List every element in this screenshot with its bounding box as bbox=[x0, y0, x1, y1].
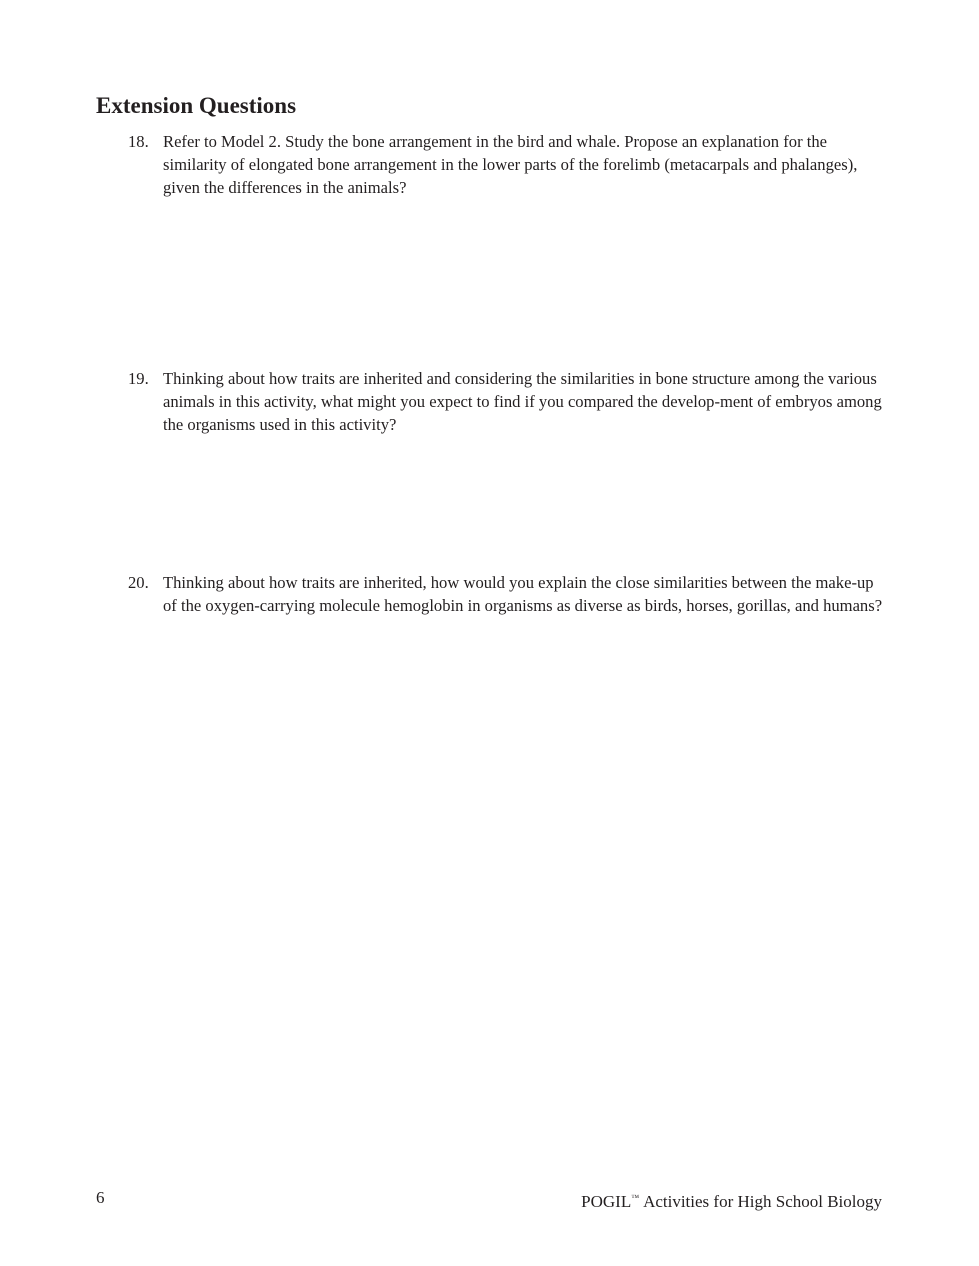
footer-title bbox=[581, 1186, 882, 1214]
question-20 bbox=[128, 571, 888, 617]
question-number: 18. bbox=[128, 132, 149, 151]
question-text: Refer to Model 2. Study the bone arrangement in the bird and whale. Propose an explanation for the similarity of elongated bone arrangement in the lower parts of the forelimb (metacarpals and phalanges), given the differences in the animals? bbox=[163, 132, 858, 197]
question-text: Thinking about how traits are inherited, how would you explain the close similarities between the make-up of the oxygen-carrying molecule hemoglobin in organisms as diverse as birds, horses, gorillas, and humans? bbox=[163, 573, 883, 615]
question-number: 19. bbox=[128, 369, 149, 388]
footer-book-title: Activities for High School Biology bbox=[643, 1192, 882, 1211]
footer-brand: POGIL bbox=[581, 1192, 632, 1211]
question-18 bbox=[128, 130, 888, 199]
question-number: 20. bbox=[128, 573, 149, 592]
question-text: Thinking about how traits are inherited and considering the similarities in bone structure among the various animals in this activity, what might you expect to find if you compared the develop-ment of embryos among the organisms used in this activity? bbox=[163, 369, 882, 434]
question-19 bbox=[128, 367, 888, 436]
trademark-symbol: ™ bbox=[631, 1193, 640, 1202]
section-heading: Extension Questions bbox=[96, 93, 297, 118]
page-number: 6 bbox=[96, 1188, 105, 1207]
